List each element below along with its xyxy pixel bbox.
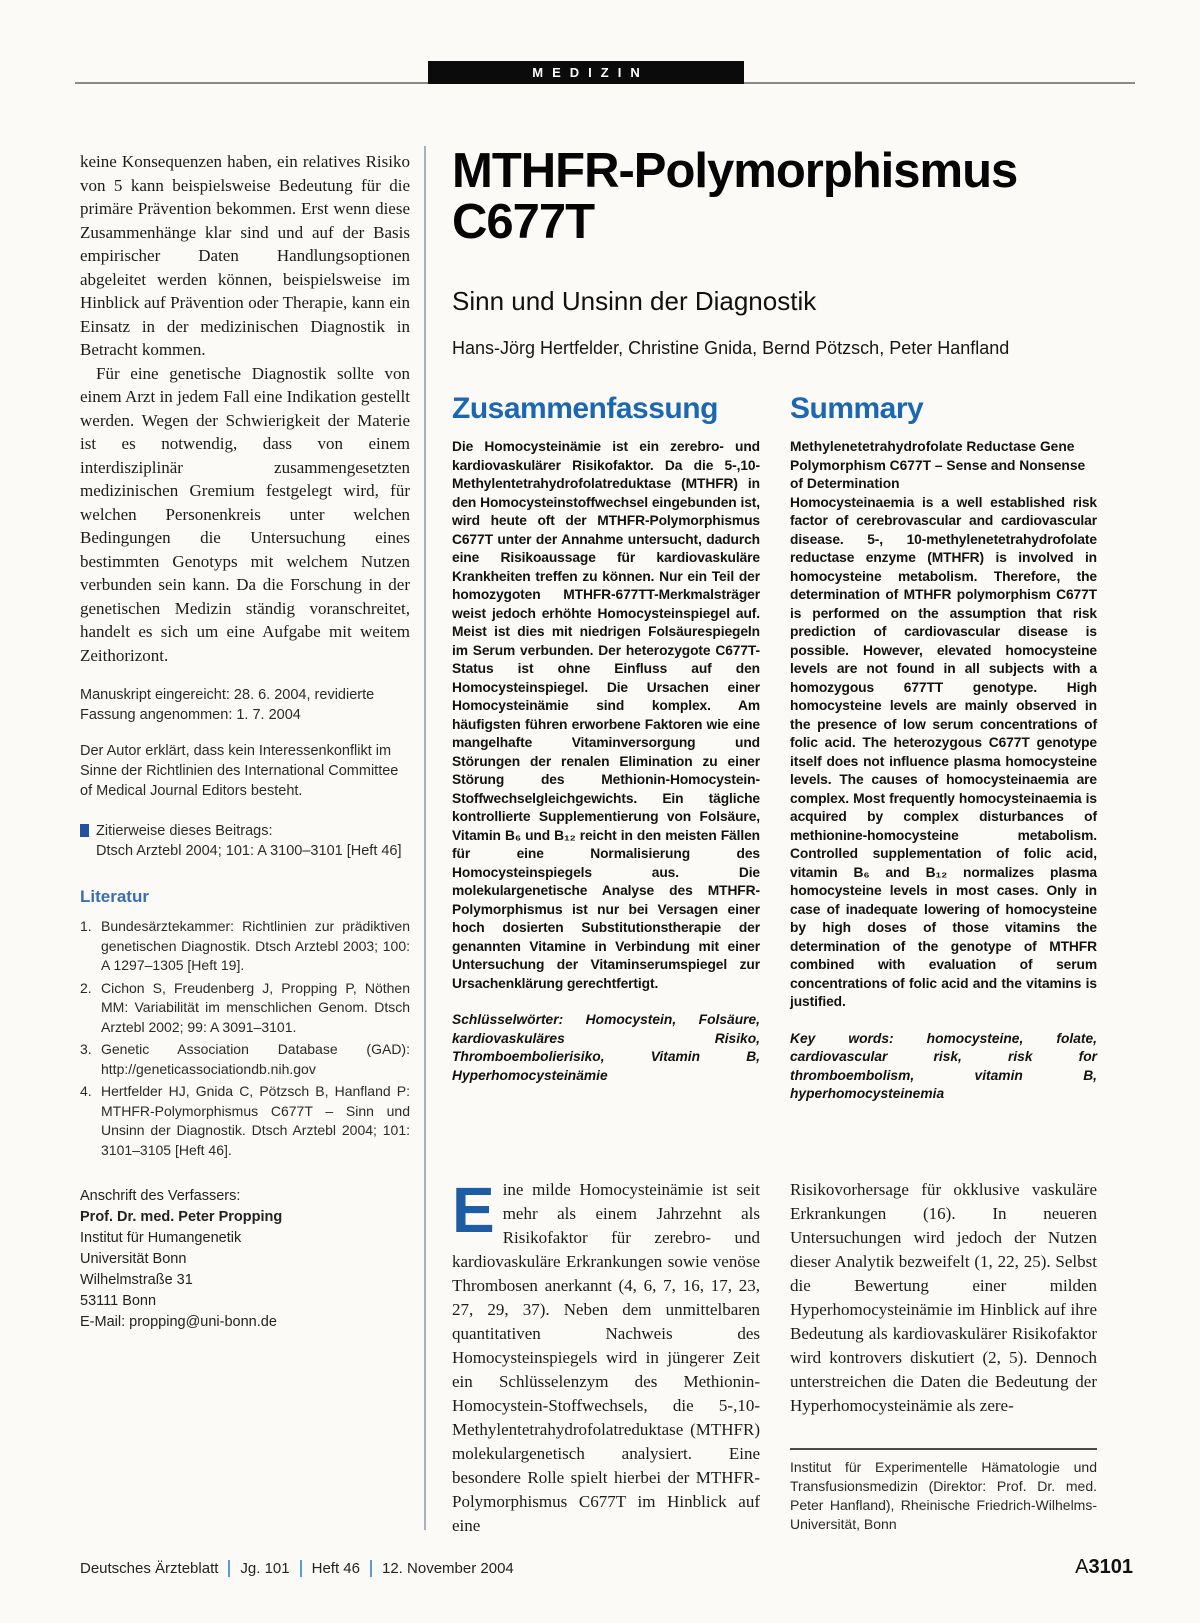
column-divider [424, 146, 426, 1530]
reference-number: 3. [80, 1041, 92, 1057]
abstract-english-keywords: Key words: homocysteine, folate, cardiovascular risk, risk for thromboembolism, vitamin B, hyperhomocysteinemia [790, 1030, 1097, 1101]
authors-line: Hans-Jörg Hertfelder, Christine Gnida, Bernd Pötzsch, Peter Hanfland [452, 338, 1010, 358]
article-title-line2: C677T [452, 195, 595, 249]
manuscript-note: Manuskript eingereicht: 28. 6. 2004, revidierte Fassung angenommen: 1. 7. 2004 [80, 687, 375, 723]
reference-number: 2. [80, 979, 92, 996]
footer-date: 12. November 2004 [370, 1560, 524, 1577]
reference-number: 4. [80, 1083, 92, 1099]
citation-bullet-icon [80, 824, 89, 837]
page-footer [80, 1556, 1133, 1579]
author-name: Prof. Dr. med. Peter Propping [80, 1209, 283, 1225]
citation-block [80, 821, 410, 861]
affiliation-footnote: Institut für Experimentelle Hämatologie und Transfusionsmedizin (Direktor: Prof. Dr. med. Peter Hanfland), Rheinische Friedrich-Wilhelms-Universität, Bonn [790, 1448, 1097, 1534]
reference-item [80, 917, 410, 976]
citation-value: Dtsch Arztebl 2004; 101: A 3100–3101 [Heft 46] [96, 843, 402, 859]
article-title [452, 146, 1017, 248]
reference-item [80, 1040, 410, 1079]
address-line: Universität Bonn [80, 1251, 187, 1267]
address-line: 53111 Bonn [80, 1293, 157, 1309]
intro-column-2 [790, 1178, 1097, 1534]
address-line: Wilhelmstraße 31 [80, 1272, 193, 1288]
abstract-german [452, 392, 760, 1085]
main-article-column [452, 0, 1097, 1623]
reference-text: Hertfelder HJ, Gnida C, Pötzsch B, Hanfland P: MTHFR-Polymorphismus C677T – Sinn und Unsinn der Diagnostik. Dtsch Arztebl 2004; 101: 3101–3105 [Heft 46]. [101, 1083, 410, 1158]
footer-volume: Jg. 101 [228, 1560, 299, 1577]
footer-page-prefix: A [1075, 1556, 1089, 1578]
footer-issue: Heft 46 [300, 1560, 370, 1577]
abstract-german-heading: Zusammenfassung [452, 392, 718, 425]
abstract-english-subheading: Methylenetetrahydrofolate Reductase Gene Polymorphism C677T – Sense and Nonsense of Determination [790, 439, 1086, 491]
section-banner [428, 61, 744, 84]
abstract-english [790, 392, 1097, 1104]
literature-heading: Literatur [80, 887, 149, 906]
article-title-line1: MTHFR-Polymorphismus [452, 144, 1018, 198]
address-label: Anschrift des Verfassers: [80, 1188, 241, 1204]
intro-text-1: ine milde Homocysteinämie ist seit mehr als einem Jahrzehnt als Risikofaktor für zerebro- und kardiovaskuläre Erkrankungen sowie venöse Thrombosen anerkannt (4, 6, 7, 16, 17, 23, 27, 29, 37). Neben dem unmittelbaren quantitativen Nachweis des Homocysteinspiegels wird in jüngerer Zeit ein Schlüsselenzym des Methionin-Homocystein-Stoffwechsels, die 5-,10-Methylentetrahydrofolatreduktase (MTHFR) molekulargenetisch analysiert. Eine besondere Rolle spielt hierbei der MTHFR-Polymorphismus C677T im Hinblick auf eine [452, 1180, 760, 1535]
reference-number: 1. [80, 918, 92, 934]
footer-page-value: 3101 [1088, 1556, 1133, 1578]
reference-list [80, 917, 410, 1160]
intro-paragraph-2: Risikovorhersage für okklusive vaskuläre Erkrankungen (16). In neueren Untersuchungen wird jedoch der Nutzen dieser Analytik bezweifelt (1, 22, 25). Selbst die Bewertung einer milden Hyperhomocysteinämie im Hinblick auf ihre Bedeutung als kardiovaskulärer Risikofaktor wird kontrovers diskutiert (2, 5). Dennoch unterstreichen die Daten die Bedeutung der Hyperhomocysteinämie als zere- [790, 1180, 1097, 1415]
reference-item [80, 979, 410, 1038]
continuation-paragraph-1: keine Konsequenzen haben, ein relatives Risiko von 5 kann beispielsweise Bedeutung für die primäre Prävention bekommen. Erst wenn diese Zusammenhänge klar sind und auf der Basis empirischer Daten Handlungsoptionen abgeleitet werden können, beispielsweise im Hinblick auf Prävention oder Therapie, kann ein Einsatz in der medizinischen Diagnostik in Betracht kommen. [80, 152, 410, 359]
footer-page-number [1075, 1556, 1133, 1579]
reference-item [80, 1082, 410, 1160]
author-address-block [80, 1186, 410, 1333]
address-email: E-Mail: propping@uni-bonn.de [80, 1314, 277, 1330]
address-line: Institut für Humangenetik [80, 1230, 242, 1246]
reference-text: Cichon S, Freudenberg J, Propping P, Nöthen MM: Variabilität im menschlichen Genom. Dtsch Arztebl 2002; 99: A 3091–3101. [101, 979, 410, 1035]
left-sidebar-column [80, 150, 410, 1333]
footer-journal-name: Deutsches Ärzteblatt [80, 1560, 219, 1577]
continuation-paragraph-2: Für eine genetische Diagnostik sollte von einem Arzt in jedem Fall eine Indikation gestellt werden. Wegen der Schwierigkeit der Materie ist es notwendig, dass von einem interdisziplinär zusammengesetzten medizinischen Gremium festgelegt wird, für welchen Personenkreis unter welchen Bedingungen die Untersuchung eines bestimmten Genotyps mit welchem Nutzen verbunden sein kann. Da die Forschung in der genetischen Medizin ständig voranschreitet, handelt es sich um eine Aufgabe mit weitem Zeithorizont. [80, 363, 410, 665]
abstract-english-heading: Summary [790, 392, 924, 425]
footer-journal-info [80, 1560, 524, 1577]
abstract-german-keywords: Schlüsselwörter: Homocystein, Folsäure, kardiovaskuläres Risiko, Thromboembolierisiko, Vitamin B, Hyperhomocysteinämie [452, 1012, 760, 1083]
reference-text: Bundesärztekammer: Richtlinien zur prädiktiven genetischen Diagnostik. Dtsch Arztebl 2003; 100: A 1297–1305 [Heft 19]. [101, 918, 410, 973]
section-label: MEDIZIN [532, 65, 649, 80]
conflict-of-interest-note: Der Autor erklärt, dass kein Interessenkonflikt im Sinne der Richtlinien des International Committee of Medical Journal Editors besteht. [80, 743, 399, 799]
citation-label: Zitierweise dieses Beitrags: [96, 823, 273, 839]
article-subtitle: Sinn und Unsinn der Diagnostik [452, 286, 817, 316]
intro-column-1 [452, 1174, 760, 1538]
intro-paragraph-1 [452, 1174, 760, 1538]
reference-text: Genetic Association Database (GAD): http://geneticassociationdb.nih.gov [101, 1041, 410, 1077]
abstract-german-body: Die Homocysteinämie ist ein zerebro- und kardiovaskulärer Risikofaktor. Da die 5-,10-Methylentetrahydrofolatreduktase (MTHFR) in den Homocysteinstoffwechsel eingebunden ist, wird heute oft der MTHFR-Polymorphismus C677T unter der Annahme untersucht, dadurch eine Risikoaussage für kardiovaskuläre Krankheiten treffen zu können. Nur ein Teil der homozygoten MTHFR-677TT-Merkmalsträger weist jedoch erhöhte Homocysteinspiegel auf. Meist ist dies mit niedrigen Folsäurespiegeln im Serum verbunden. Der heterozygote C677T-Status ist ohne Einfluss auf den Homocysteinspiegel. Die Ursachen einer Homocysteinämie sind komplex. Am häufigsten führen erworbene Faktoren wie eine mangelhafte Vitaminversorgung und Störungen der renalen Elimination zu einer Störung des Methionin-Homocystein-Stoffwechselgleichgewichts. Ein tägliche kontrollierte Supplementierung von Folsäure, Vitamin B₆ und B₁₂ reicht in den meisten Fällen für eine Normalisierung des Homocysteinspiegels aus. Die molekulargenetische Analyse des MTHFR-Polymorphismus ist nur bei Versagen einer hoch dosierten Substitutionstherapie der genannten Vitamine in Verbindung mit einer Untersuchung der Vitaminserumspiegel zur Ursachenklärung gerechtfertigt. [452, 439, 760, 991]
citation-text [96, 821, 402, 861]
abstract-english-body: Homocysteinaemia is a well established risk factor of cerebrovascular and cardiovascular disease. 5-, 10-methylenetetrahydrofolate reductase enzyme (MTHFR) is involved in homocysteine metabolism. Therefore, the determination of MTHFR polymorphism C677T is performed on the assumption that risk prediction of cardiovascular disease is possible. However, elevated homocysteine levels are not found in all subjects with a homozygous 677TT genotype. High homocysteine levels are mainly observed in the presence of low serum concentrations of folic acid. The heterozygous C677T genotype itself does not influence plasma homocysteine levels. The causes of homocysteinaemia are complex. Most frequently homocysteinaemia is acquired by complex disturbances of methionine-homocysteine metabolism. Controlled supplementation of folic acid, vitamin B₆ and B₁₂ normalizes plasma homocysteine levels in most cases. Only in case of inadequate lowering of homocysteine by high doses of those vitamins the determination of the genotype of MTHFR combined with evaluation of serum concentrations of folic acid and the vitamins is justified. [790, 494, 1097, 1009]
dropcap-letter: E [452, 1174, 495, 1246]
